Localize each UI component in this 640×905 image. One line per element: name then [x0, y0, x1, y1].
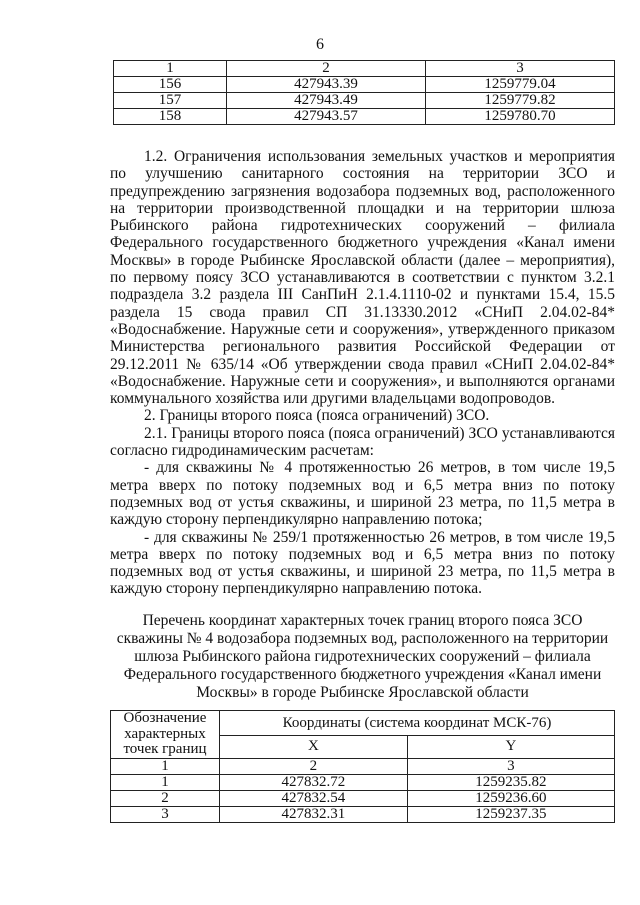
table-cell: 427943.57 [227, 109, 426, 125]
paragraph-1-2: 1.2. Ограничения использования земельных участков и мероприятия по улучшению санитарного состояния на территории ЗСО и предупреждению загрязнения водозабора подземных вод, расположенного на территории производственной площадки и на территории шлюза Рыбинского района гидротехнических сооружений – филиала Федерального государственного бюджетного учреждения «Канал имени Москвы» в городе Рыбинске Ярославской области (далее – мероприятия), по первому поясу ЗСО устанавливаются в соответствии с пунктом 3.2.1 подраздела 3.2 раздела III СанПиН 2.1.4.1110-02 и пунктами 15.4, 15.5 раздела 15 свода правил СП 31.13330.2012 «СНиП 2.04.02-84* «Водоснабжение. Наружные сети и сооружения», утвержденного приказом Министерства регионального развития Российской Федерации от 29.12.2011 № 635/14 «Об утверждении свода правил «СНиП 2.04.02-84* «Водоснабжение. Наружные сети и сооружения», и выполняются органами коммунального хозяйства или другими владельцами водопроводов. [110, 148, 615, 408]
table-row [114, 109, 615, 125]
table-cell: 1259780.70 [426, 109, 615, 125]
header-coordinates: Координаты (система координат МСК-76) [220, 711, 615, 736]
paragraph-2: 2. Границы второго пояса (пояса ограничений) ЗСО. [144, 407, 490, 425]
table-caption: Перечень координат характерных точек границ второго пояса ЗСО скважины № 4 водозабора подземных вод, расположенного на территории шлюза Рыбинского района гидротехнических сооружений – филиала Федерального государственного бюджетного учреждения «Канал имени Москвы» в городе Рыбинске Ярославской области [116, 612, 609, 701]
table-cell: 156 [114, 77, 227, 93]
table-cell: 3 [407, 758, 614, 774]
table-cell: 2 [111, 790, 220, 806]
table-cell: 1259237.35 [407, 806, 614, 822]
list-item-well-259-1: - для скважины № 259/1 протяженностью 26 метров, в том числе 19,5 метра вверх по потоку подземных вод и 6,5 метра вниз по потоку подземных вод от устья скважины, и шириной 23 метра, по 11,5 метра в каждую сторону перпендикулярно направлению потока. [110, 528, 615, 598]
table-cell: 1259236.60 [407, 790, 614, 806]
list-item-well-4: - для скважины № 4 протяженностью 26 метров, в том числе 19,5 метра вверх по потоку подземных вод и 6,5 метра вниз по потоку подземных вод от устья скважины, и шириной 23 метра, по 11,5 метра в каждую сторону перпендикулярно направлению потока; [110, 459, 615, 529]
table-cell: 1 [114, 61, 227, 77]
header-y: Y [407, 736, 614, 758]
table-cell: 158 [114, 109, 227, 125]
table-cell: 1259779.82 [426, 93, 615, 109]
paragraph-2-1: 2.1. Границы второго пояса (пояса ограничений) ЗСО устанавливаются согласно гидродинамическим расчетам: [110, 424, 615, 460]
table-header-row [114, 61, 615, 77]
table-cell: 427832.31 [220, 806, 408, 822]
table-numbering-row [111, 758, 615, 774]
table-row [111, 806, 615, 822]
table-cell: 1 [111, 774, 220, 790]
table-cell: 2 [220, 758, 408, 774]
table-cell: 427832.72 [220, 774, 408, 790]
table-row [111, 790, 615, 806]
table-cell: 2 [227, 61, 426, 77]
page-number: 6 [316, 36, 324, 53]
header-points: Обозначение характерных точек границ [111, 711, 220, 759]
table-cell: 157 [114, 93, 227, 109]
coordinates-table-well-4 [110, 710, 615, 823]
table-row [114, 77, 615, 93]
table-cell: 3 [111, 806, 220, 822]
table-row [114, 93, 615, 109]
table-header-row [111, 711, 615, 736]
table-cell: 1259235.82 [407, 774, 614, 790]
table-cell: 3 [426, 61, 615, 77]
table-cell: 427832.54 [220, 790, 408, 806]
table-cell: 1259779.04 [426, 77, 615, 93]
table-cell: 427943.49 [227, 93, 426, 109]
table-row [111, 774, 615, 790]
header-x: X [220, 736, 408, 758]
coordinates-table-continued [113, 60, 615, 125]
body-text [110, 148, 615, 598]
table-cell: 1 [111, 758, 220, 774]
table-cell: 427943.39 [227, 77, 426, 93]
